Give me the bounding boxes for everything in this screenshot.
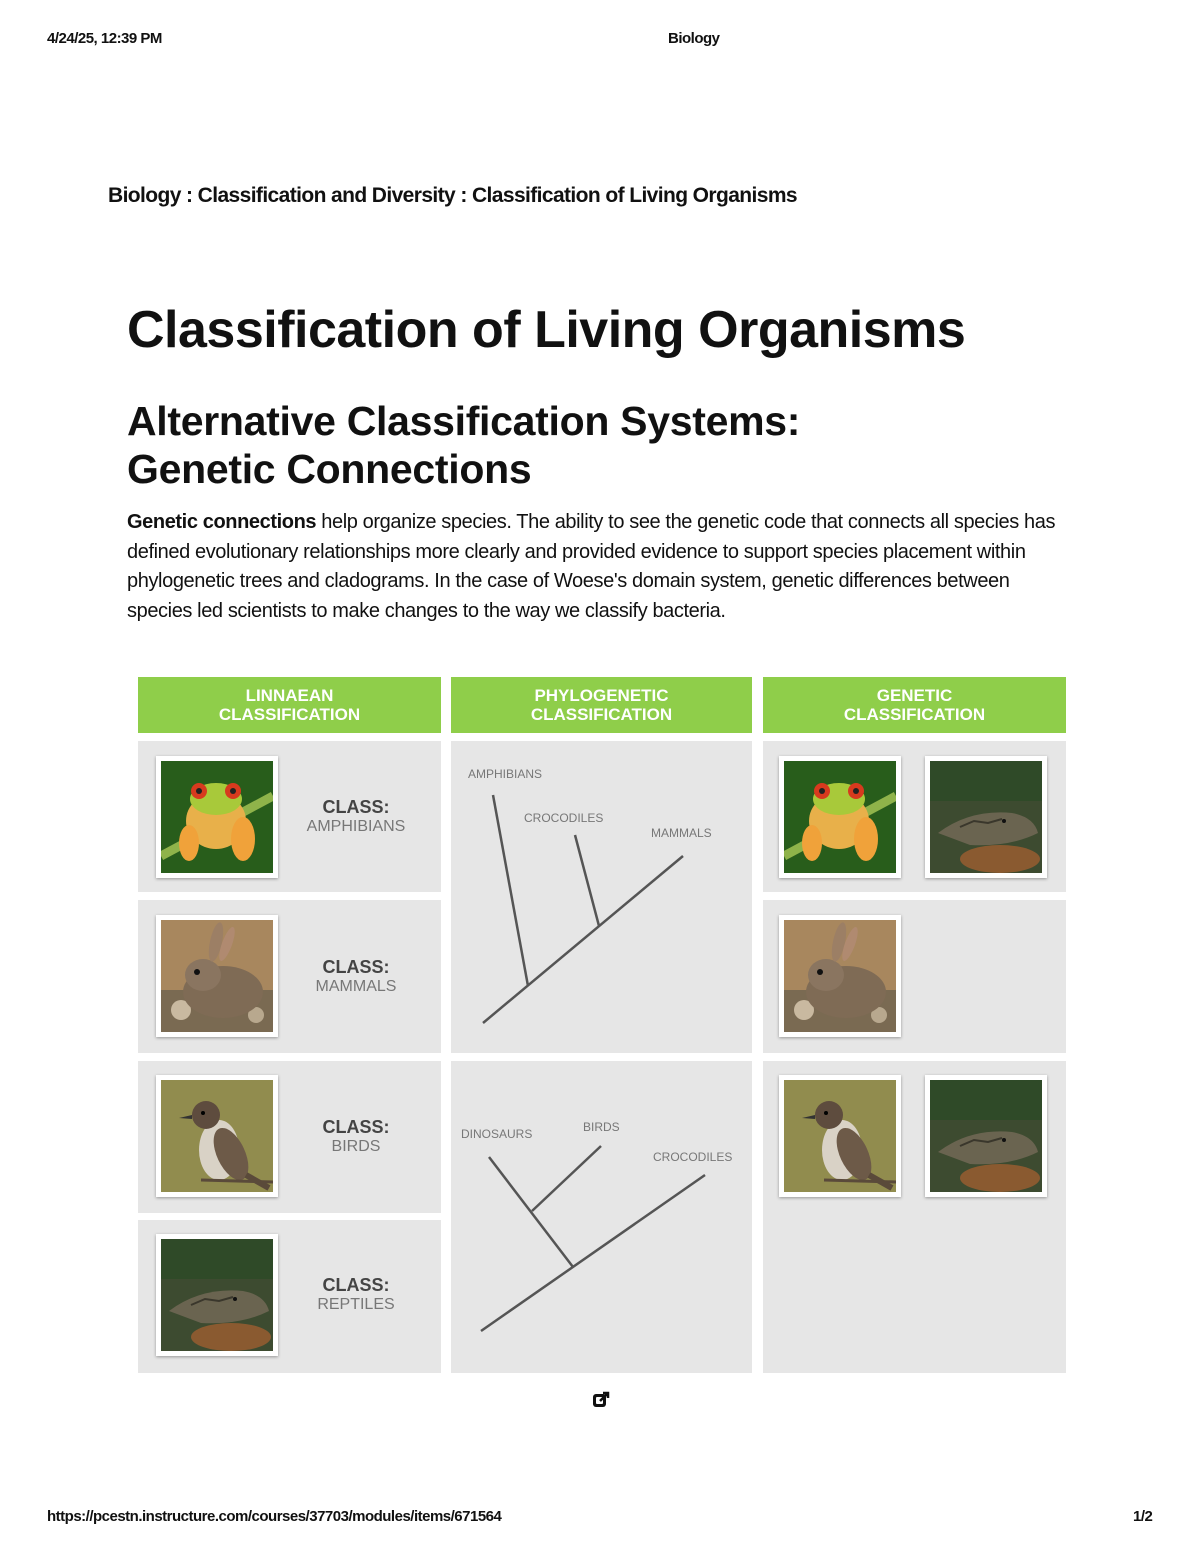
page-number: 1/2	[1133, 1508, 1153, 1525]
paragraph-text: help organize species. The ability to see the genetic code that connects all species has defined evolutionary relationships more clearly and provided evidence to support species placement within phylogenetic trees and cladograms. In the case of Woese's domain system, genetic differences between species led scientists to make changes to the way we classify bacteria.	[127, 511, 1056, 622]
page-title: Classification of Living Organisms	[127, 301, 966, 359]
section-heading-line1: Alternative Classification Systems:	[127, 398, 801, 444]
key-term: Genetic connections	[127, 511, 317, 533]
crocodile-photo	[925, 756, 1047, 878]
cladogram-top	[451, 741, 752, 1053]
tree-label: CROCODILES	[524, 811, 604, 825]
tree-label: MAMMALS	[651, 826, 712, 840]
cladogram-bottom	[451, 1061, 752, 1373]
column-header-phylogenetic	[451, 677, 752, 733]
tree-label: CROCODILES	[653, 1150, 733, 1164]
class-name: BIRDS	[331, 1138, 381, 1155]
class-label-amphibians	[286, 797, 426, 836]
class-prefix: CLASS:	[322, 1117, 390, 1137]
column-header-line1: GENETIC	[876, 686, 953, 705]
class-prefix: CLASS:	[322, 797, 390, 817]
class-prefix: CLASS:	[322, 1275, 390, 1295]
class-label-mammals	[286, 957, 426, 996]
column-header-line2: CLASSIFICATION	[530, 705, 673, 724]
column-header-line1: PHYLOGENETIC	[534, 686, 669, 705]
rabbit-photo	[156, 915, 278, 1037]
print-title: Biology	[668, 30, 720, 47]
section-heading-line2: Genetic Connections	[127, 446, 532, 492]
tree-label: AMPHIBIANS	[468, 767, 543, 781]
bird-photo	[156, 1075, 278, 1197]
intro-paragraph	[127, 508, 1077, 626]
column-header-line2: CLASSIFICATION	[843, 705, 986, 724]
bird-photo	[779, 1075, 901, 1197]
class-name: REPTILES	[317, 1296, 395, 1313]
class-name: AMPHIBIANS	[306, 818, 406, 835]
external-link-icon[interactable]	[591, 1390, 611, 1410]
column-header-line1: LINNAEAN	[245, 686, 334, 705]
crocodile-photo	[925, 1075, 1047, 1197]
class-label-birds	[286, 1117, 426, 1156]
frog-photo	[156, 756, 278, 878]
print-url: https://pcestn.instructure.com/courses/37703/modules/items/671564	[47, 1508, 502, 1525]
column-header-genetic	[763, 677, 1066, 733]
frog-photo	[779, 756, 901, 878]
class-label-reptiles	[286, 1275, 426, 1314]
class-name: MAMMALS	[315, 978, 397, 995]
tree-label: DINOSAURS	[461, 1127, 533, 1141]
print-datetime: 4/24/25, 12:39 PM	[47, 30, 162, 47]
class-prefix: CLASS:	[322, 957, 390, 977]
column-header-linnaean	[138, 677, 441, 733]
tree-label: BIRDS	[583, 1120, 620, 1134]
rabbit-photo	[779, 915, 901, 1037]
breadcrumb[interactable]: Biology : Classification and Diversity : Classification of Living Organisms	[108, 184, 797, 207]
column-header-line2: CLASSIFICATION	[218, 705, 361, 724]
crocodile-photo	[156, 1234, 278, 1356]
section-heading	[127, 397, 1107, 493]
